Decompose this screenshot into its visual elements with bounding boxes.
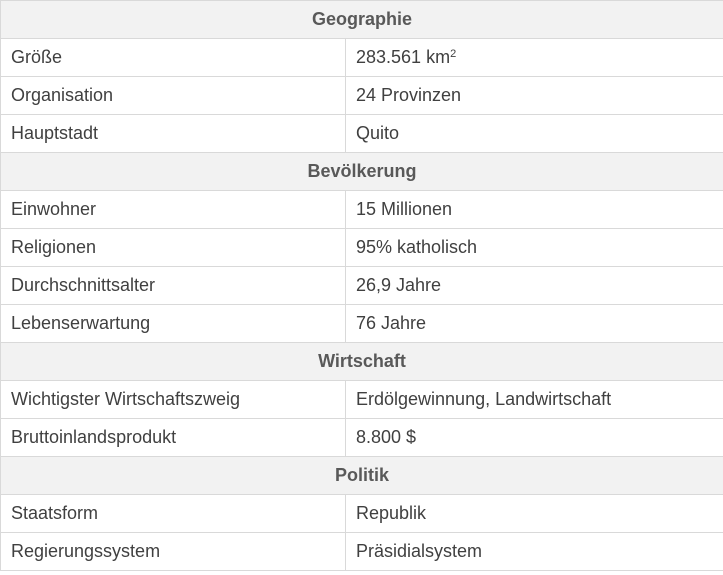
row-label: Größe <box>1 39 346 77</box>
table-row <box>1 77 723 115</box>
section-header-wirtschaft <box>1 343 723 381</box>
table-row <box>1 495 723 533</box>
section-title: Geographie <box>1 1 723 39</box>
row-value: Präsidialsystem <box>346 533 723 571</box>
row-label: Organisation <box>1 77 346 115</box>
row-value: 24 Provinzen <box>346 77 723 115</box>
row-label: Bruttoinlandsprodukt <box>1 419 346 457</box>
row-value: 15 Millionen <box>346 191 723 229</box>
row-label: Durchschnittsalter <box>1 267 346 305</box>
row-label: Wichtigster Wirtschaftszweig <box>1 381 346 419</box>
row-value: 95% katholisch <box>346 229 723 267</box>
row-value: 8.800 $ <box>346 419 723 457</box>
row-value: Erdölgewinnung, Landwirtschaft <box>346 381 723 419</box>
row-label: Staatsform <box>1 495 346 533</box>
row-label: Religionen <box>1 229 346 267</box>
table-row <box>1 533 723 571</box>
value-text: 283.561 km <box>356 47 451 67</box>
row-value: Republik <box>346 495 723 533</box>
table-row <box>1 419 723 457</box>
section-title: Bevölkerung <box>1 153 723 191</box>
table-row <box>1 267 723 305</box>
table-row <box>1 305 723 343</box>
section-title: Politik <box>1 457 723 495</box>
row-value: 76 Jahre <box>346 305 723 343</box>
unit-superscript: 2 <box>450 48 457 60</box>
table-row <box>1 191 723 229</box>
table-row <box>1 39 723 77</box>
row-label: Einwohner <box>1 191 346 229</box>
row-label: Lebenserwartung <box>1 305 346 343</box>
row-value <box>346 39 723 77</box>
row-label: Regierungssystem <box>1 533 346 571</box>
row-value: Quito <box>346 115 723 153</box>
section-header-bevoelkerung <box>1 153 723 191</box>
row-value: 26,9 Jahre <box>346 267 723 305</box>
section-title: Wirtschaft <box>1 343 723 381</box>
row-label: Hauptstadt <box>1 115 346 153</box>
table-row <box>1 115 723 153</box>
section-header-politik <box>1 457 723 495</box>
table-row <box>1 381 723 419</box>
section-header-geographie <box>1 1 723 39</box>
table-row <box>1 229 723 267</box>
